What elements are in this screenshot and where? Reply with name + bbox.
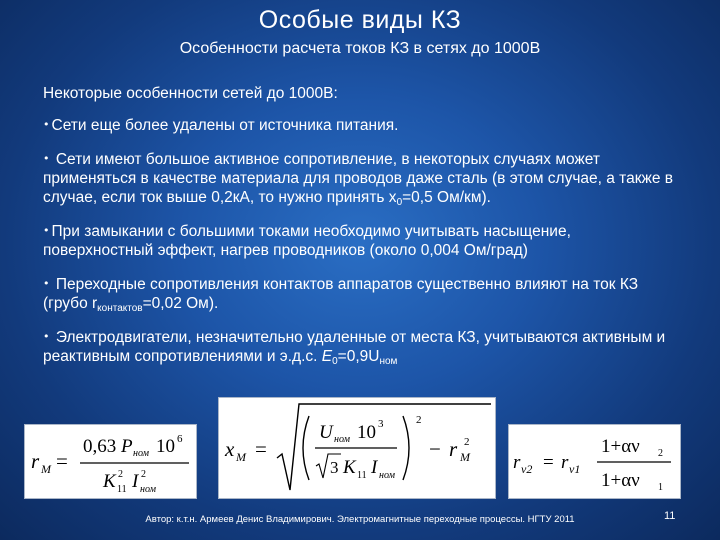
formula-temperature-resistance (508, 424, 681, 499)
f2-den-sqrt: 3 (330, 458, 339, 477)
bullet-icon: • (43, 118, 50, 131)
formula-1-svg (25, 425, 196, 498)
f3-lhs-sub: ν2 (521, 462, 533, 476)
formula-3-svg (509, 425, 680, 498)
f1-den-i-sub: ном (140, 484, 156, 495)
f2-rm-sub: M (460, 450, 470, 464)
f1-num-pow-exp: 6 (177, 433, 183, 445)
f2-eq: = (255, 437, 267, 461)
emf-symbol: E (321, 348, 333, 365)
bullet-text-5: Электродвигатели, незначительно удаленные от места КЗ, учитываются активным и реактивным сопротивлениями и э.д.с. (43, 329, 666, 365)
bullet-icon: • (43, 330, 50, 343)
slide-content (43, 84, 683, 380)
f2-left-paren (303, 416, 309, 480)
f2-den-k-sub: 11 (357, 470, 367, 481)
f3-den: 1+αν (601, 470, 640, 491)
f2-minus: − (429, 437, 441, 461)
bullet-text-4: Переходные сопротивления контактов аппаратов существенно влияют на ток КЗ (грубо r (43, 276, 639, 312)
f2-lhs-sub: M (236, 450, 246, 464)
f2-num-u: U (319, 422, 333, 443)
f1-lhs: r (31, 449, 40, 473)
author-footer: Автор: к.т.н. Армеев Денис Владимирович. Электромагнитные переходные процессы. НГТУ 2011 (145, 514, 575, 525)
r-contacts-subscript: контактов (97, 303, 143, 314)
bullet-text-4-tail: =0,02 Ом). (142, 295, 219, 312)
f2-num-pow-base: 10 (357, 422, 376, 443)
bullet-text-2-tail: =0,5 Ом/км). (402, 189, 491, 206)
f3-lhs: r (513, 452, 521, 473)
bullet-text-3: При замыкании с большими токами необходимо учитывать насыщение, поверхностный эффект, нагрев проводников (около 0,004 Ом/град) (43, 223, 571, 259)
formula-motor-resistance (24, 424, 197, 499)
slide-subtitle: Особенности расчета токов КЗ в сетях до 1000В (179, 40, 541, 57)
f2-rm: r (449, 437, 458, 461)
bullet-text-1: Сети еще более удалены от источника питания. (51, 117, 399, 134)
page-number: 11 (664, 510, 676, 522)
bullet-item-3 (43, 221, 683, 260)
bullet-icon: • (43, 152, 50, 165)
f3-num: 1+αν (601, 436, 640, 457)
f2-num-u-sub: ном (334, 434, 350, 445)
bullet-icon: • (43, 224, 50, 237)
bullet-item-5 (43, 327, 683, 366)
f2-num-pow-exp: 3 (378, 418, 384, 430)
formula-motor-reactance (218, 397, 496, 499)
f2-den-i: I (371, 457, 378, 478)
f3-den-sub: 1 (658, 482, 663, 493)
formula-2-svg (219, 398, 495, 498)
f1-num-coef: 0,63 (83, 436, 117, 457)
f1-eq: = (56, 449, 68, 473)
bullet-icon: • (43, 277, 50, 290)
bullet-item-2 (43, 149, 683, 207)
f3-r1-sub: ν1 (569, 462, 581, 476)
f3-num-sub: 2 (658, 448, 663, 459)
f2-rm-sup: 2 (464, 436, 470, 448)
f2-outer-exp: 2 (416, 414, 422, 426)
f3-eq: = (543, 452, 554, 473)
f1-den-i: I (132, 471, 139, 492)
f1-den-i-sup: 2 (141, 469, 146, 480)
slide-title: Особые виды КЗ (258, 6, 462, 34)
emf-subscript: 0 (332, 356, 338, 367)
f1-lhs-sub: M (41, 462, 51, 476)
u-nom-subscript: ном (379, 356, 398, 367)
f1-den-k-sup: 2 (118, 469, 123, 480)
f2-lhs: x (225, 437, 235, 461)
f1-num-p-sub: ном (133, 448, 149, 459)
f2-right-paren (403, 416, 409, 480)
f1-num-pow-base: 10 (156, 436, 175, 457)
intro-text: Некоторые особенности сетей до 1000В: (43, 85, 338, 102)
f1-den-k: K (103, 471, 116, 492)
emf-value: =0,9U (337, 348, 380, 365)
bullet-item-1 (43, 115, 683, 135)
f1-den-k-sub: 11 (117, 484, 127, 495)
f3-r1: r (561, 452, 569, 473)
f1-num-p: P (121, 436, 133, 457)
bullet-text-2: Сети имеют большое активное сопротивление, в некоторых случаях может применяться в качестве материала для проводов даже сталь (в этом случае, а также в случае, если ток выше 0,2кА, то нужно принять x (43, 151, 674, 206)
x0-subscript: 0 (396, 197, 403, 208)
f2-den-k: K (343, 457, 356, 478)
f2-den-i-sub: ном (379, 470, 395, 481)
bullet-item-4 (43, 274, 683, 313)
